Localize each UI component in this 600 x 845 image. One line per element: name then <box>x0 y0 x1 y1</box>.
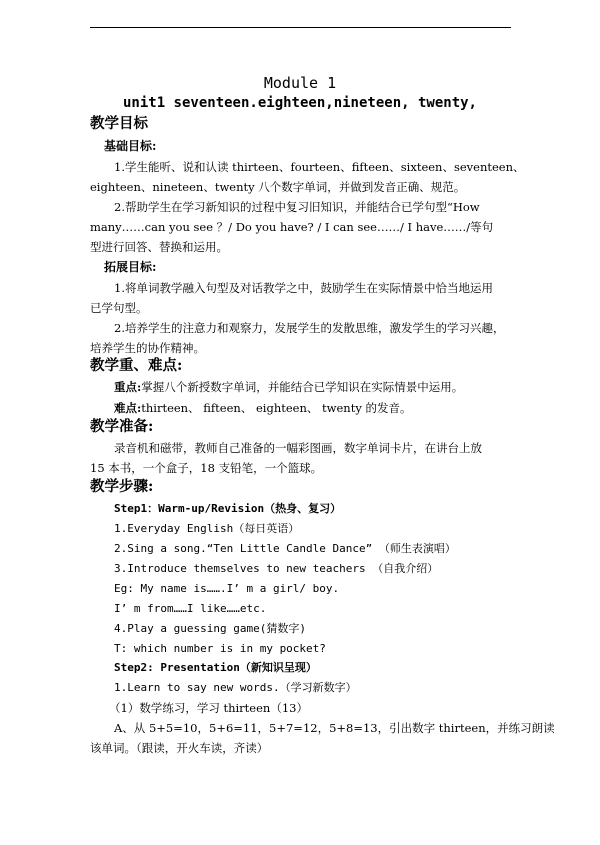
step1-item-4: 4.Play a guessing game(猜数字) <box>114 622 306 635</box>
step2-a-line2: 该单词。（跟读，开火车读，齐读） <box>90 741 269 755</box>
key-points-heading: 教学重、难点: <box>90 357 183 374</box>
preparation-heading: 教学准备: <box>90 418 154 435</box>
doc-title: Module 1 <box>263 74 337 92</box>
step1-example-1: Eg: My name is…….I’ m a girl/ boy. <box>114 582 340 595</box>
steps-heading: 教学步骤: <box>90 478 154 495</box>
basic-objective-2-line2: many……can you see ？/ Do you have? / I can see……/ I have……/等句 <box>90 220 494 234</box>
basic-objective-2-line3: 型进行回答、替换和运用。 <box>90 240 228 254</box>
difficulty-label: 难点: <box>114 401 142 415</box>
extended-objective-1-line2: 已学句型。 <box>90 301 148 315</box>
difficulty-line <box>114 401 411 415</box>
step2-item-1: 1.Learn to say new words.（学习新数字） <box>114 681 357 694</box>
basic-objective-1-line2: eighteen、nineteen、twenty 八个数字单词，并做到发音正确、规范。 <box>90 180 466 194</box>
step2-title: Step2: Presentation（新知识呈现） <box>114 661 317 674</box>
basic-objective-1-line1: 1.学生能听、说和认读 thirteen、fourteen、fifteen、sixteen、seventeen、 <box>114 160 525 174</box>
key-point-text: 掌握八个新授数字单词，并能结合已学知识在实际情景中运用。 <box>141 380 464 394</box>
step1-example-2: I’ m from……I like……etc. <box>114 602 267 615</box>
extended-objectives-heading: 拓展目标: <box>104 260 157 274</box>
basic-objective-2-line1: 2.帮助学生在学习新知识的过程中复习旧知识，并能结合已学句型“How <box>114 200 480 214</box>
step1-item-1: 1.Everyday English（每日英语） <box>114 522 300 535</box>
key-point-line <box>114 380 463 394</box>
step1-item-3: 3.Introduce themselves to new teachers （自我介绍） <box>114 562 439 575</box>
extended-objective-1-line1: 1.将单词教学融入句型及对话教学之中，鼓励学生在实际情景中恰当地运用 <box>114 281 493 295</box>
step1-teacher-question: T: which number is in my pocket? <box>114 642 326 655</box>
step2-subitem-1: （1）数学练习，学习 thirteen（13） <box>109 701 308 715</box>
difficulty-text: thirteen、 fifteen、 eighteen、 twenty 的发音。 <box>141 401 412 415</box>
objectives-heading: 教学目标 <box>90 115 148 132</box>
key-point-label: 重点: <box>114 380 142 394</box>
step1-item-2: 2.Sing a song.“Ten Little Candle Dance” （师生表演唱） <box>114 542 456 555</box>
step2-a-line1: A、从 5+5=10，5+6=11，5+7=12，5+8=13，引出数字 thirteen，并练习朗读 <box>114 721 555 735</box>
step1-title: Step1：Warm-up/Revision（热身、复习） <box>114 502 342 515</box>
preparation-line2: 15 本书，一个盒子，18 支铅笔，一个篮球。 <box>90 461 323 475</box>
extended-objective-2-line2: 培养学生的协作精神。 <box>90 341 205 355</box>
preparation-line1: 录音机和磁带，教师自己准备的一幅彩图画，数字单词卡片，在讲台上放 <box>114 441 482 455</box>
doc-subtitle: unit1 seventeen.eighteen,nineteen, twenty, <box>122 95 477 111</box>
extended-objective-2-line1: 2.培养学生的注意力和观察力，发展学生的发散思维，激发学生的学习兴趣， <box>114 321 505 335</box>
basic-objectives-heading: 基础目标: <box>104 139 157 153</box>
